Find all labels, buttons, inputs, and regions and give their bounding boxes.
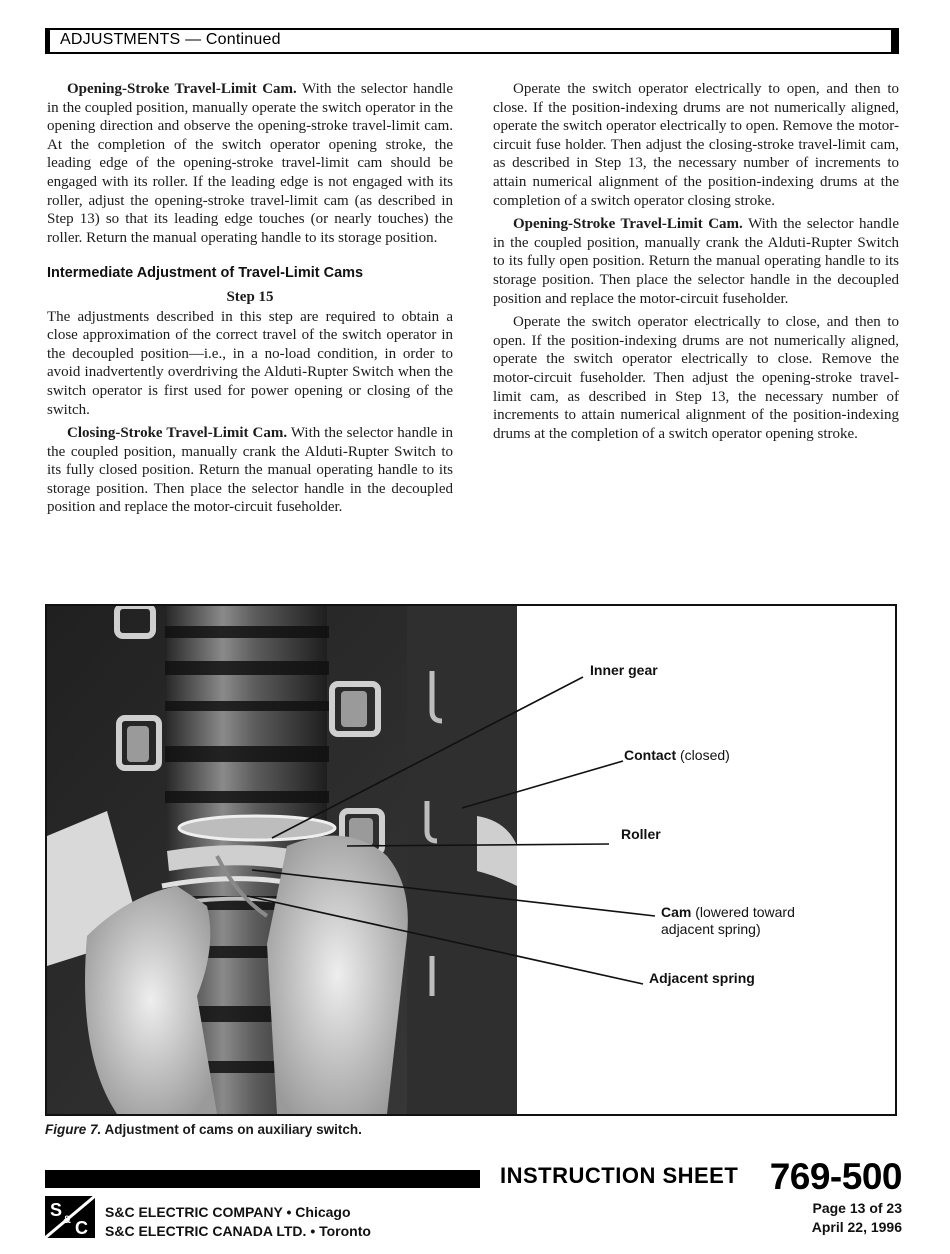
section-subheading: Intermediate Adjustment of Travel-Limit Cams: [47, 265, 364, 282]
right-text-column: [493, 80, 899, 448]
paragraph-text: The adjustments described in this step are required to obtain a close approximation of the correct travel of the switch operator in the decoupled position—i.e., in a no-load condition, in order to avoid inadvertently overdriving the Alduti-Rupter Switch when the switch operator is first used for power opening or closing of the switch.: [47, 308, 453, 418]
instruction-sheet-label: INSTRUCTION SHEET: [500, 1163, 739, 1188]
svg-text:S: S: [50, 1200, 63, 1220]
label-cam: [661, 904, 795, 938]
paragraph-closing-stroke-cam: [47, 424, 453, 517]
label-adjacent-spring: [649, 970, 755, 987]
paragraph-opening-stroke-cam: [47, 80, 453, 247]
label-cam-note: (lowered toward: [691, 904, 795, 920]
paragraph-text: With the selector handle in the coupled position, manually crank the Alduti-Rupter Switch to its fully open position. Return the manual operating handle to its storage position. Then place the selector handle in the decoupled position and replace the motor-circuit fuseholder.: [493, 216, 899, 307]
callout-line-roller: [347, 844, 609, 846]
paragraph-operate-open-close: [493, 80, 899, 210]
svg-text:C: C: [75, 1218, 88, 1238]
runin-heading: Closing-Stroke Travel-Limit Cam.: [67, 425, 288, 442]
label-cam-note-2: adjacent spring): [661, 921, 761, 937]
paragraph-text: With the selector handle in the coupled position, manually crank the Alduti-Rupter Switch to its fully closed position. Return the manual operating handle to its storage position. Then place the selector handle in the decoupled position and replace the motor-circuit fuseholder.: [47, 425, 453, 516]
figure-caption-label: Figure 7.: [45, 1122, 102, 1137]
page-info: [812, 1199, 902, 1237]
paragraph-text: Operate the switch operator electrically to open, and then to close. If the position-indexing drums are not numerically aligned, operate the switch operator electrically to open. Remove the motor-circuit fuse holder. Then adjust the closing-stroke travel-limit cam, as described in Step 13, the necessary number of increments to attain numerical alignment of the position-indexing drums at the completion of a switch operator closing stroke.: [493, 81, 899, 209]
step-heading: Step 15: [226, 288, 274, 305]
callout-line-adjacent-spring: [247, 896, 643, 984]
callout-line-cam: [252, 870, 655, 916]
company-line-chicago: S&C ELECTRIC COMPANY • Chicago: [105, 1204, 351, 1220]
figure-caption: [45, 1122, 362, 1137]
footer-rule: [45, 1170, 480, 1188]
left-text-column: [47, 80, 453, 522]
label-contact-note: (closed): [676, 747, 730, 763]
figure-caption-text: Adjustment of cams on auxiliary switch.: [101, 1122, 362, 1137]
label-cam-text: Cam: [661, 904, 692, 920]
label-contact: [624, 747, 730, 764]
paragraph-opening-stroke-cam-2: [493, 215, 899, 308]
paragraph-text: Operate the switch operator electrically to close, and then to open. If the position-indexing drums are not numerically aligned, operate the switch operator electrically to close. Remove the motor-circuit fuseholder. Then adjust the opening-stroke travel-limit cam, as described in Step 13, the necessary number of increments to attain numerical alignment of the position-indexing drums at the completion of a switch operator opening stroke.: [493, 314, 899, 442]
label-roller: [621, 826, 661, 843]
paragraph-text: With the selector handle in the coupled position, manually operate the switch operator in the opening direction and observe the opening-stroke travel-limit cam. At the completion of the switch operator opening stroke, the leading edge of the opening-stroke travel-limit cam should be engaged with its roller. If the leading edge is not engaged with its roller, adjust the opening-stroke travel-limit cam (as described in Step 13) so that its leading edge touches (or nearly touches) the roller. Return the manual operating handle to its storage position.: [47, 81, 453, 246]
section-header-title: ADJUSTMENTS — Continued: [60, 31, 281, 48]
paragraph-operate-close-open: [493, 313, 899, 443]
page-number: Page 13 of 23: [812, 1200, 902, 1216]
figure-frame: [45, 604, 897, 1116]
paragraph-step-intro: [47, 308, 453, 420]
company-info: [105, 1203, 371, 1241]
callout-line-inner-gear: [272, 677, 583, 838]
section-header-bar: [45, 28, 899, 54]
runin-heading: Opening-Stroke Travel-Limit Cam.: [67, 81, 297, 97]
label-contact-text: Contact: [624, 747, 677, 763]
label-inner-gear-text: Inner gear: [590, 662, 658, 678]
label-adjacent-spring-text: Adjacent spring: [649, 970, 755, 986]
publication-date: April 22, 1996: [811, 1219, 902, 1235]
sc-logo-icon: [45, 1196, 95, 1238]
document-number: 769-500: [769, 1156, 902, 1197]
label-inner-gear: [590, 662, 658, 679]
callout-line-contact: [462, 761, 623, 808]
company-line-toronto: S&C ELECTRIC CANADA LTD. • Toronto: [105, 1223, 371, 1239]
label-roller-text: Roller: [621, 826, 661, 842]
runin-heading: Opening-Stroke Travel-Limit Cam.: [513, 216, 743, 233]
figure-callout-lines: [47, 606, 895, 1114]
svg-text:&: &: [63, 1214, 71, 1226]
